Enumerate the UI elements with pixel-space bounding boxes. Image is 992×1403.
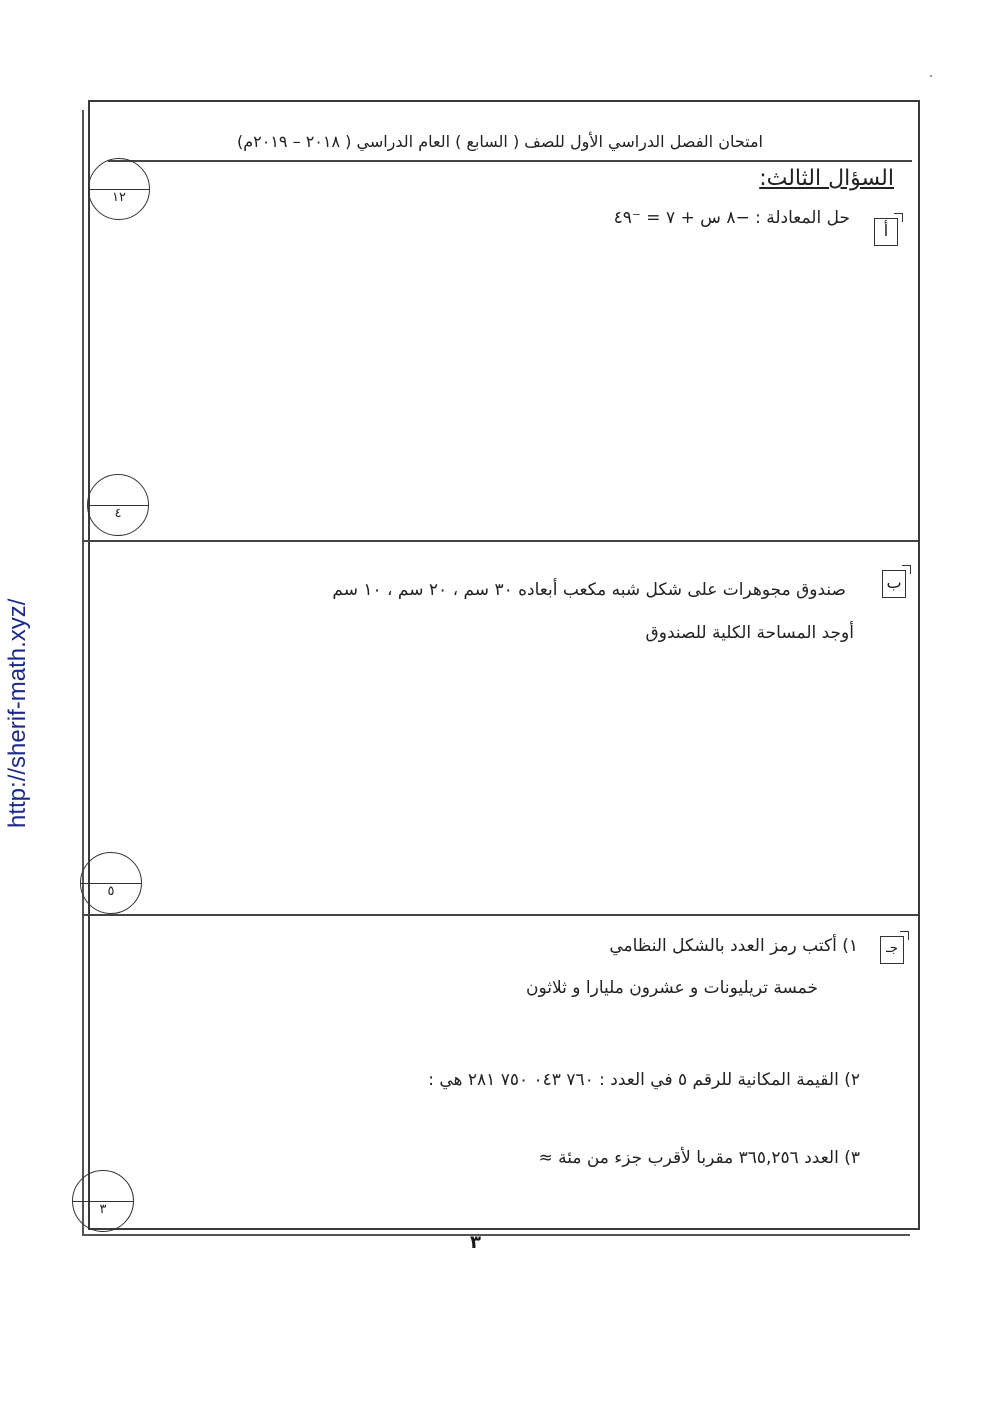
part-b-line-1: صندوق مجوهرات على شكل شبه مكعب أبعاده ٣٠ سم ، ٢٠ سم ، ١٠ سم: [332, 580, 846, 600]
part-b-score: ٥: [107, 884, 115, 900]
part-a-score: ٤: [114, 506, 122, 522]
part-b-score-circle: [80, 852, 142, 914]
part-b-line-2: أوجد المساحة الكلية للصندوق: [645, 623, 854, 643]
page-number: ٣: [470, 1232, 481, 1253]
part-c-score: ٣: [99, 1202, 107, 1218]
total-score-circle: [88, 158, 150, 220]
part-a-label: أ: [874, 218, 898, 246]
header-divider: [108, 160, 912, 162]
part-c-item-1: ١) أكتب رمز العدد بالشكل النظامي: [609, 936, 858, 956]
scan-speck: [930, 75, 932, 77]
part-c-score-circle: [72, 1170, 134, 1232]
part-a-score-circle: [87, 474, 149, 536]
part-c-item-3: ٣) العدد ٣٦٥,٢٥٦ مقربا لأقرب جزء من مئة ≈: [538, 1148, 860, 1168]
exam-header: امتحان الفصل الدراسي الأول للصف ( السابع ) العام الدراسي ( ٢٠١٨ – ٢٠١٩م): [236, 132, 763, 151]
part-c-item-2: ٢) القيمة المكانية للرقم ٥ في العدد : ٧٦٠ ٠٤٣ ٧٥٠ ٢٨١ هي :: [428, 1070, 860, 1090]
site-watermark: http://sherif-math.xyz/: [4, 598, 31, 828]
total-score: ١٢: [112, 190, 126, 206]
section-divider-b-c: [82, 914, 918, 916]
exam-page-frame: [88, 100, 920, 1230]
section-divider-a-b: [82, 540, 918, 542]
question-title: السؤال الثالث:: [759, 166, 894, 191]
part-a-equation: حل المعادلة : −٨ س + ٧ = ⁻٤٩: [613, 208, 850, 228]
part-c-item-1-words: خمسة تريليونات و عشرون مليارا و ثلاثون: [526, 978, 818, 998]
part-c-label: جـ: [880, 936, 904, 964]
part-b-label: ب: [882, 570, 906, 598]
